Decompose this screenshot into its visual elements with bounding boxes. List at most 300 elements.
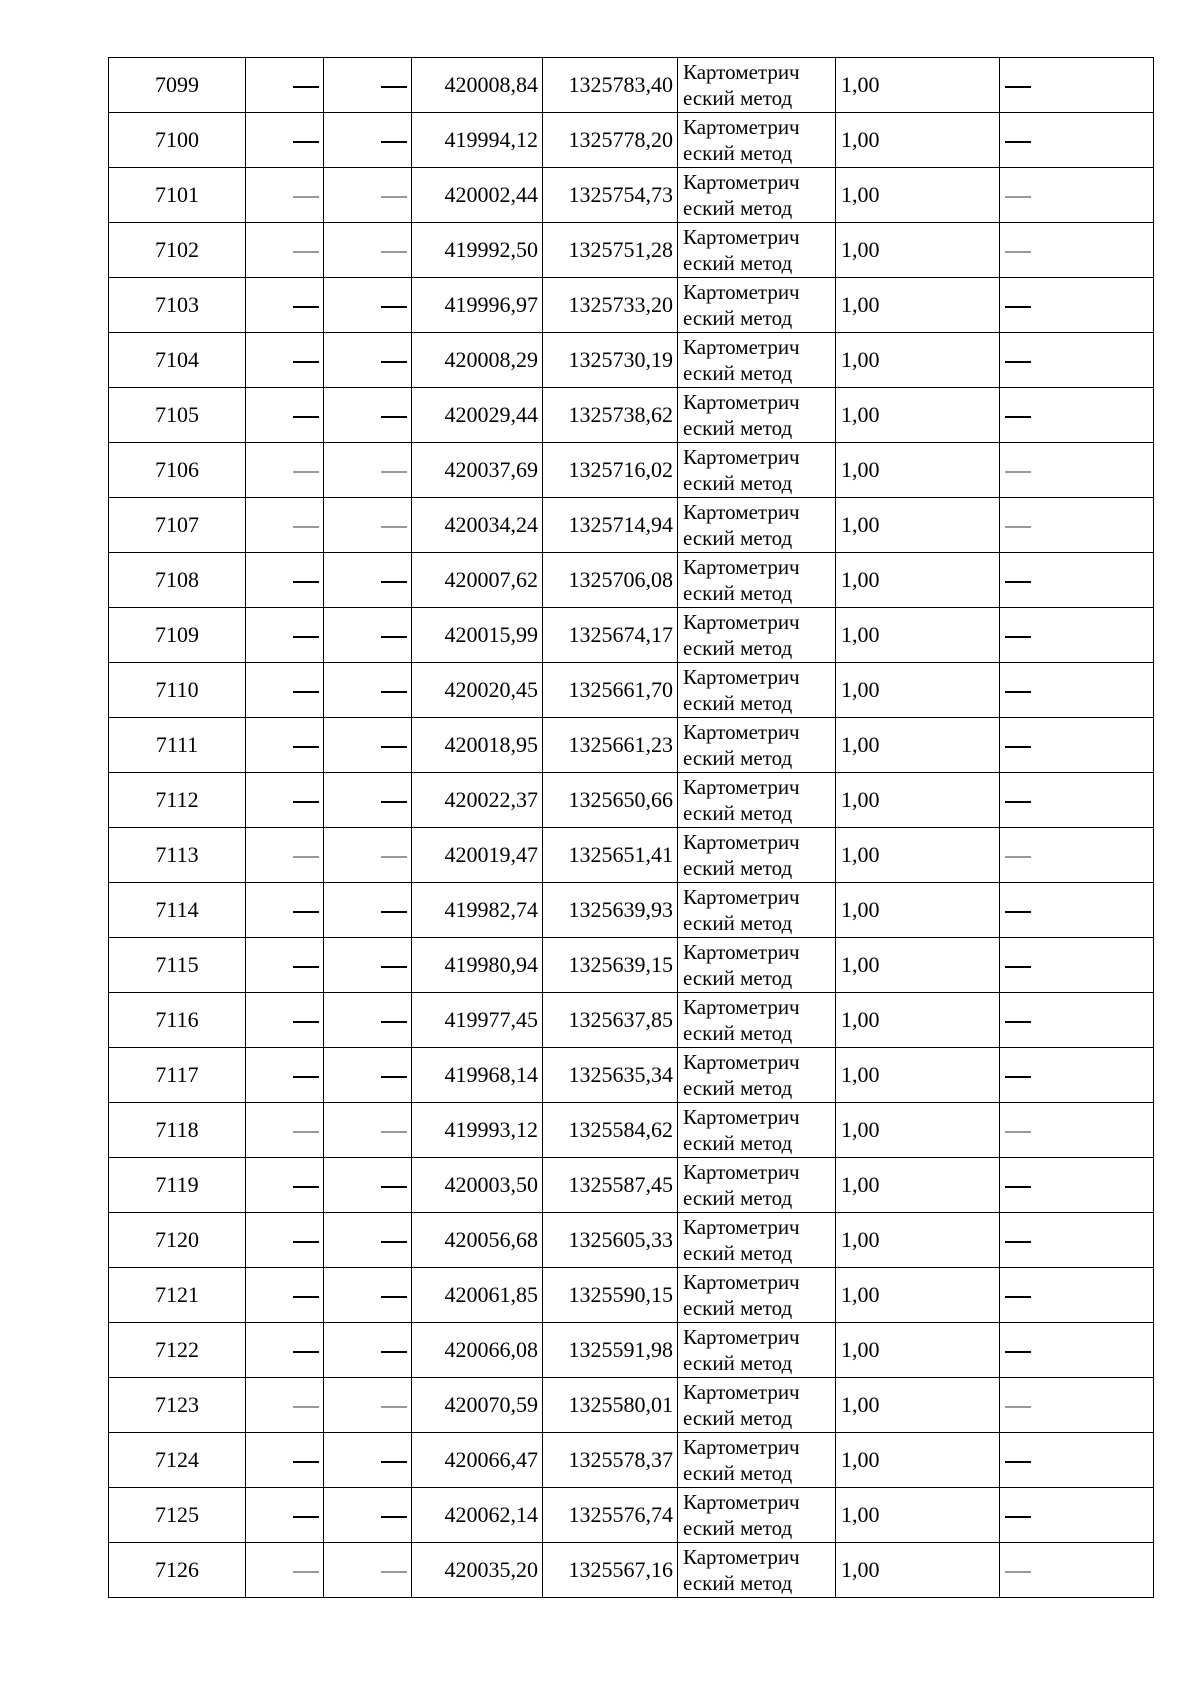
accuracy-cell: 1,00 xyxy=(836,663,1000,718)
point-number-cell: 7119 xyxy=(109,1158,246,1213)
y-coordinate-cell: 1325730,19 xyxy=(543,333,678,388)
dash-mark xyxy=(293,1076,319,1078)
method-cell xyxy=(678,773,836,828)
y-coordinate-cell: 1325650,66 xyxy=(543,773,678,828)
dash-mark xyxy=(293,196,319,198)
accuracy-cell: 1,00 xyxy=(836,883,1000,938)
method-cell xyxy=(678,1433,836,1488)
dash-mark xyxy=(293,1241,319,1243)
description-cell xyxy=(1000,608,1154,663)
y-coordinate-cell: 1325661,70 xyxy=(543,663,678,718)
dash-mark xyxy=(293,1296,319,1298)
dash-mark xyxy=(1005,1186,1031,1188)
dash-mark xyxy=(1005,86,1031,88)
empty-x-old-cell xyxy=(246,938,324,993)
method-text-line2: еский метод xyxy=(683,416,793,440)
dash-mark xyxy=(1005,196,1031,198)
dash-mark xyxy=(293,1021,319,1023)
method-text-line2: еский метод xyxy=(683,966,793,990)
table-row xyxy=(109,113,1154,168)
empty-y-old-cell xyxy=(324,498,412,553)
point-number-cell: 7118 xyxy=(109,1103,246,1158)
description-cell xyxy=(1000,58,1154,113)
point-number-cell: 7123 xyxy=(109,1378,246,1433)
point-number-cell: 7108 xyxy=(109,553,246,608)
method-cell xyxy=(678,1103,836,1158)
method-text-line1: Картометрич xyxy=(683,60,800,84)
accuracy-cell: 1,00 xyxy=(836,1103,1000,1158)
point-number-cell: 7124 xyxy=(109,1433,246,1488)
empty-x-old-cell xyxy=(246,1213,324,1268)
x-coordinate-cell: 420008,84 xyxy=(412,58,543,113)
empty-y-old-cell xyxy=(324,223,412,278)
table-row xyxy=(109,58,1154,113)
empty-y-old-cell xyxy=(324,1323,412,1378)
y-coordinate-cell: 1325567,16 xyxy=(543,1543,678,1598)
dash-mark xyxy=(1005,251,1031,253)
dash-mark xyxy=(1005,1571,1031,1573)
method-cell xyxy=(678,1323,836,1378)
dash-mark xyxy=(381,1461,407,1463)
y-coordinate-cell: 1325716,02 xyxy=(543,443,678,498)
method-cell xyxy=(678,553,836,608)
dash-mark xyxy=(1005,911,1031,913)
method-text-line1: Картометрич xyxy=(683,940,800,964)
method-cell xyxy=(678,168,836,223)
x-coordinate-cell: 420066,08 xyxy=(412,1323,543,1378)
accuracy-cell: 1,00 xyxy=(836,1543,1000,1598)
dash-mark xyxy=(293,1186,319,1188)
method-text-line2: еский метод xyxy=(683,306,793,330)
dash-mark xyxy=(381,141,407,143)
description-cell xyxy=(1000,1158,1154,1213)
accuracy-cell: 1,00 xyxy=(836,1048,1000,1103)
method-cell xyxy=(678,608,836,663)
empty-x-old-cell xyxy=(246,1048,324,1103)
x-coordinate-cell: 420018,95 xyxy=(412,718,543,773)
method-text-line1: Картометрич xyxy=(683,1105,800,1129)
description-cell xyxy=(1000,1213,1154,1268)
table-row xyxy=(109,1433,1154,1488)
method-cell xyxy=(678,333,836,388)
method-text-line1: Картометрич xyxy=(683,665,800,689)
method-text-line1: Картометрич xyxy=(683,1380,800,1404)
description-cell xyxy=(1000,443,1154,498)
y-coordinate-cell: 1325733,20 xyxy=(543,278,678,333)
method-text-line1: Картометрич xyxy=(683,720,800,744)
method-cell xyxy=(678,993,836,1048)
empty-y-old-cell xyxy=(324,1103,412,1158)
empty-y-old-cell xyxy=(324,1543,412,1598)
empty-x-old-cell xyxy=(246,718,324,773)
table-body xyxy=(109,58,1154,1598)
x-coordinate-cell: 419980,94 xyxy=(412,938,543,993)
point-number-cell: 7104 xyxy=(109,333,246,388)
empty-y-old-cell xyxy=(324,663,412,718)
table-row xyxy=(109,223,1154,278)
empty-x-old-cell xyxy=(246,1488,324,1543)
dash-mark xyxy=(293,966,319,968)
empty-x-old-cell xyxy=(246,993,324,1048)
accuracy-cell: 1,00 xyxy=(836,718,1000,773)
dash-mark xyxy=(1005,691,1031,693)
dash-mark xyxy=(1005,306,1031,308)
point-number-cell: 7120 xyxy=(109,1213,246,1268)
empty-y-old-cell xyxy=(324,993,412,1048)
empty-y-old-cell xyxy=(324,443,412,498)
method-text-line1: Картометрич xyxy=(683,280,800,304)
dash-mark xyxy=(1005,1076,1031,1078)
empty-x-old-cell xyxy=(246,333,324,388)
empty-x-old-cell xyxy=(246,1158,324,1213)
method-cell xyxy=(678,388,836,443)
dash-mark xyxy=(381,86,407,88)
dash-mark xyxy=(1005,1406,1031,1408)
y-coordinate-cell: 1325580,01 xyxy=(543,1378,678,1433)
table-row xyxy=(109,993,1154,1048)
method-text-line2: еский метод xyxy=(683,141,793,165)
description-cell xyxy=(1000,828,1154,883)
point-number-cell: 7105 xyxy=(109,388,246,443)
y-coordinate-cell: 1325783,40 xyxy=(543,58,678,113)
accuracy-cell: 1,00 xyxy=(836,498,1000,553)
dash-mark xyxy=(381,1131,407,1133)
description-cell xyxy=(1000,278,1154,333)
method-cell xyxy=(678,883,836,938)
table-row xyxy=(109,498,1154,553)
dash-mark xyxy=(381,526,407,528)
method-text-line2: еский метод xyxy=(683,1186,793,1210)
accuracy-cell: 1,00 xyxy=(836,223,1000,278)
dash-mark xyxy=(381,581,407,583)
dash-mark xyxy=(381,911,407,913)
empty-y-old-cell xyxy=(324,608,412,663)
empty-x-old-cell xyxy=(246,1378,324,1433)
method-text-line1: Картометрич xyxy=(683,610,800,634)
dash-mark xyxy=(1005,526,1031,528)
empty-y-old-cell xyxy=(324,388,412,443)
y-coordinate-cell: 1325591,98 xyxy=(543,1323,678,1378)
x-coordinate-cell: 420007,62 xyxy=(412,553,543,608)
x-coordinate-cell: 420066,47 xyxy=(412,1433,543,1488)
point-number-cell: 7125 xyxy=(109,1488,246,1543)
x-coordinate-cell: 419992,50 xyxy=(412,223,543,278)
point-number-cell: 7111 xyxy=(109,718,246,773)
empty-x-old-cell xyxy=(246,828,324,883)
x-coordinate-cell: 419996,97 xyxy=(412,278,543,333)
method-cell xyxy=(678,1213,836,1268)
dash-mark xyxy=(293,471,319,473)
accuracy-cell: 1,00 xyxy=(836,553,1000,608)
point-number-cell: 7100 xyxy=(109,113,246,168)
dash-mark xyxy=(293,1351,319,1353)
dash-mark xyxy=(381,856,407,858)
empty-y-old-cell xyxy=(324,773,412,828)
method-cell xyxy=(678,278,836,333)
empty-x-old-cell xyxy=(246,883,324,938)
empty-x-old-cell xyxy=(246,443,324,498)
accuracy-cell: 1,00 xyxy=(836,828,1000,883)
description-cell xyxy=(1000,498,1154,553)
method-text-line1: Картометрич xyxy=(683,885,800,909)
description-cell xyxy=(1000,333,1154,388)
description-cell xyxy=(1000,1103,1154,1158)
description-cell xyxy=(1000,1488,1154,1543)
dash-mark xyxy=(293,141,319,143)
dash-mark xyxy=(293,856,319,858)
dash-mark xyxy=(293,416,319,418)
empty-x-old-cell xyxy=(246,168,324,223)
table-row xyxy=(109,663,1154,718)
point-number-cell: 7099 xyxy=(109,58,246,113)
x-coordinate-cell: 419993,12 xyxy=(412,1103,543,1158)
point-number-cell: 7109 xyxy=(109,608,246,663)
dash-mark xyxy=(293,1406,319,1408)
accuracy-cell: 1,00 xyxy=(836,443,1000,498)
method-cell xyxy=(678,1378,836,1433)
empty-y-old-cell xyxy=(324,333,412,388)
method-text-line2: еский метод xyxy=(683,636,793,660)
method-cell xyxy=(678,1048,836,1103)
method-text-line2: еский метод xyxy=(683,911,793,935)
table-row xyxy=(109,1323,1154,1378)
y-coordinate-cell: 1325576,74 xyxy=(543,1488,678,1543)
method-text-line2: еский метод xyxy=(683,196,793,220)
accuracy-cell: 1,00 xyxy=(836,993,1000,1048)
accuracy-cell: 1,00 xyxy=(836,608,1000,663)
dash-mark xyxy=(293,361,319,363)
point-number-cell: 7113 xyxy=(109,828,246,883)
empty-y-old-cell xyxy=(324,113,412,168)
dash-mark xyxy=(1005,856,1031,858)
method-text-line2: еский метод xyxy=(683,746,793,770)
method-text-line1: Картометрич xyxy=(683,1545,800,1569)
dash-mark xyxy=(293,251,319,253)
empty-y-old-cell xyxy=(324,1378,412,1433)
table-row xyxy=(109,718,1154,773)
x-coordinate-cell: 419982,74 xyxy=(412,883,543,938)
method-text-line2: еский метод xyxy=(683,691,793,715)
description-cell xyxy=(1000,1543,1154,1598)
point-number-cell: 7103 xyxy=(109,278,246,333)
method-cell xyxy=(678,58,836,113)
method-text-line1: Картометрич xyxy=(683,1270,800,1294)
y-coordinate-cell: 1325661,23 xyxy=(543,718,678,773)
empty-x-old-cell xyxy=(246,773,324,828)
dash-mark xyxy=(381,1021,407,1023)
dash-mark xyxy=(381,1296,407,1298)
point-number-cell: 7112 xyxy=(109,773,246,828)
method-cell xyxy=(678,443,836,498)
dash-mark xyxy=(381,251,407,253)
method-cell xyxy=(678,1158,836,1213)
dash-mark xyxy=(381,471,407,473)
method-text-line2: еский метод xyxy=(683,361,793,385)
dash-mark xyxy=(1005,141,1031,143)
x-coordinate-cell: 420035,20 xyxy=(412,1543,543,1598)
table-row xyxy=(109,1213,1154,1268)
dash-mark xyxy=(293,911,319,913)
method-text-line2: еский метод xyxy=(683,1571,793,1595)
dash-mark xyxy=(1005,361,1031,363)
point-number-cell: 7107 xyxy=(109,498,246,553)
method-text-line2: еский метод xyxy=(683,1076,793,1100)
table-row xyxy=(109,1378,1154,1433)
method-cell xyxy=(678,663,836,718)
table-row xyxy=(109,1048,1154,1103)
dash-mark xyxy=(1005,1241,1031,1243)
x-coordinate-cell: 420062,14 xyxy=(412,1488,543,1543)
x-coordinate-cell: 419977,45 xyxy=(412,993,543,1048)
method-text-line2: еский метод xyxy=(683,856,793,880)
table-row xyxy=(109,1268,1154,1323)
method-cell xyxy=(678,498,836,553)
method-text-line2: еский метод xyxy=(683,1241,793,1265)
x-coordinate-cell: 420029,44 xyxy=(412,388,543,443)
empty-x-old-cell xyxy=(246,1103,324,1158)
method-text-line2: еский метод xyxy=(683,526,793,550)
point-number-cell: 7106 xyxy=(109,443,246,498)
method-text-line2: еский метод xyxy=(683,1131,793,1155)
y-coordinate-cell: 1325674,17 xyxy=(543,608,678,663)
method-text-line1: Картометрич xyxy=(683,170,800,194)
dash-mark xyxy=(1005,1516,1031,1518)
accuracy-cell: 1,00 xyxy=(836,1323,1000,1378)
point-number-cell: 7115 xyxy=(109,938,246,993)
dash-mark xyxy=(1005,1131,1031,1133)
accuracy-cell: 1,00 xyxy=(836,938,1000,993)
method-cell xyxy=(678,718,836,773)
table-row xyxy=(109,443,1154,498)
method-cell xyxy=(678,223,836,278)
accuracy-cell: 1,00 xyxy=(836,388,1000,443)
y-coordinate-cell: 1325639,15 xyxy=(543,938,678,993)
dash-mark xyxy=(293,1461,319,1463)
dash-mark xyxy=(1005,1461,1031,1463)
accuracy-cell: 1,00 xyxy=(836,1378,1000,1433)
accuracy-cell: 1,00 xyxy=(836,168,1000,223)
empty-x-old-cell xyxy=(246,1543,324,1598)
x-coordinate-cell: 420015,99 xyxy=(412,608,543,663)
description-cell xyxy=(1000,553,1154,608)
description-cell xyxy=(1000,883,1154,938)
description-cell xyxy=(1000,718,1154,773)
method-text-line1: Картометрич xyxy=(683,1215,800,1239)
table-row xyxy=(109,883,1154,938)
dash-mark xyxy=(1005,581,1031,583)
empty-y-old-cell xyxy=(324,278,412,333)
empty-x-old-cell xyxy=(246,388,324,443)
dash-mark xyxy=(293,636,319,638)
description-cell xyxy=(1000,113,1154,168)
empty-y-old-cell xyxy=(324,938,412,993)
dash-mark xyxy=(381,196,407,198)
y-coordinate-cell: 1325590,15 xyxy=(543,1268,678,1323)
method-text-line1: Картометрич xyxy=(683,775,800,799)
dash-mark xyxy=(381,1241,407,1243)
dash-mark xyxy=(293,526,319,528)
y-coordinate-cell: 1325778,20 xyxy=(543,113,678,168)
dash-mark xyxy=(381,361,407,363)
method-text-line1: Картометрич xyxy=(683,555,800,579)
method-text-line1: Картометрич xyxy=(683,1435,800,1459)
x-coordinate-cell: 420037,69 xyxy=(412,443,543,498)
dash-mark xyxy=(381,1406,407,1408)
accuracy-cell: 1,00 xyxy=(836,113,1000,168)
description-cell xyxy=(1000,168,1154,223)
accuracy-cell: 1,00 xyxy=(836,333,1000,388)
table-row xyxy=(109,938,1154,993)
empty-y-old-cell xyxy=(324,1433,412,1488)
accuracy-cell: 1,00 xyxy=(836,278,1000,333)
dash-mark xyxy=(381,1186,407,1188)
accuracy-cell: 1,00 xyxy=(836,1433,1000,1488)
dash-mark xyxy=(381,1571,407,1573)
method-text-line1: Картометрич xyxy=(683,390,800,414)
empty-y-old-cell xyxy=(324,718,412,773)
x-coordinate-cell: 420061,85 xyxy=(412,1268,543,1323)
empty-x-old-cell xyxy=(246,113,324,168)
empty-y-old-cell xyxy=(324,58,412,113)
empty-y-old-cell xyxy=(324,1488,412,1543)
x-coordinate-cell: 420019,47 xyxy=(412,828,543,883)
point-number-cell: 7101 xyxy=(109,168,246,223)
dash-mark xyxy=(381,306,407,308)
empty-y-old-cell xyxy=(324,553,412,608)
x-coordinate-cell: 420020,45 xyxy=(412,663,543,718)
x-coordinate-cell: 420003,50 xyxy=(412,1158,543,1213)
table-row xyxy=(109,333,1154,388)
dash-mark xyxy=(381,636,407,638)
dash-mark xyxy=(293,306,319,308)
table-row xyxy=(109,828,1154,883)
empty-x-old-cell xyxy=(246,498,324,553)
method-text-line2: еский метод xyxy=(683,801,793,825)
table-row xyxy=(109,553,1154,608)
dash-mark xyxy=(1005,1296,1031,1298)
method-text-line1: Картометрич xyxy=(683,500,800,524)
dash-mark xyxy=(1005,801,1031,803)
method-text-line2: еский метод xyxy=(683,251,793,275)
y-coordinate-cell: 1325587,45 xyxy=(543,1158,678,1213)
y-coordinate-cell: 1325714,94 xyxy=(543,498,678,553)
dash-mark xyxy=(381,691,407,693)
method-text-line2: еский метод xyxy=(683,1406,793,1430)
accuracy-cell: 1,00 xyxy=(836,773,1000,828)
description-cell xyxy=(1000,223,1154,278)
x-coordinate-cell: 420002,44 xyxy=(412,168,543,223)
description-cell xyxy=(1000,1433,1154,1488)
table-row xyxy=(109,1488,1154,1543)
point-number-cell: 7116 xyxy=(109,993,246,1048)
x-coordinate-cell: 420070,59 xyxy=(412,1378,543,1433)
description-cell xyxy=(1000,773,1154,828)
method-text-line1: Картометрич xyxy=(683,830,800,854)
dash-mark xyxy=(1005,636,1031,638)
table-row xyxy=(109,608,1154,663)
empty-x-old-cell xyxy=(246,1268,324,1323)
empty-y-old-cell xyxy=(324,883,412,938)
method-text-line1: Картометрич xyxy=(683,1050,800,1074)
point-number-cell: 7117 xyxy=(109,1048,246,1103)
dash-mark xyxy=(293,86,319,88)
description-cell xyxy=(1000,1048,1154,1103)
description-cell xyxy=(1000,993,1154,1048)
dash-mark xyxy=(293,746,319,748)
point-number-cell: 7114 xyxy=(109,883,246,938)
description-cell xyxy=(1000,1268,1154,1323)
accuracy-cell: 1,00 xyxy=(836,1488,1000,1543)
